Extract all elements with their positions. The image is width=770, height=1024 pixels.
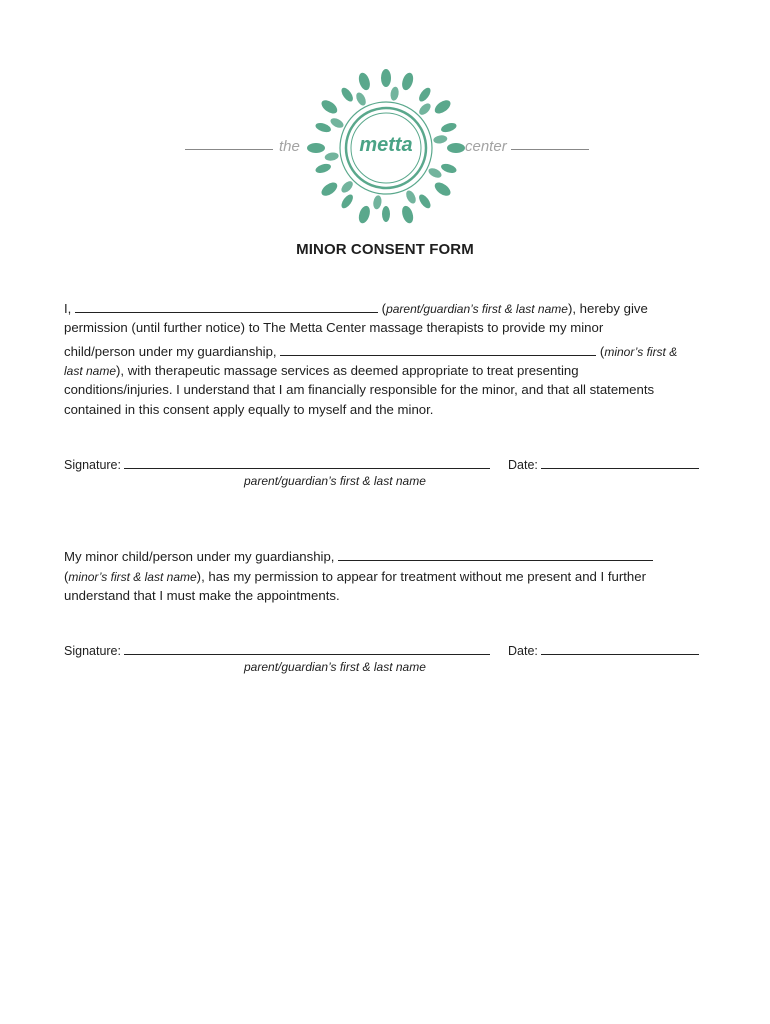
para1-line3-start: child/person under my guardianship, [64, 344, 281, 359]
form-title: MINOR CONSENT FORM [296, 241, 474, 258]
guardian-name-field[interactable] [75, 300, 378, 313]
date-field-2[interactable] [541, 642, 699, 655]
signature-label [64, 456, 490, 472]
logo-text-metta: metta [359, 134, 413, 156]
consent-line-3: child/person under my guardianship, (minor’s first & [64, 344, 678, 359]
date-label-text: Date: [508, 458, 542, 472]
para1-start: I, [64, 301, 75, 316]
permission-line-3: understand that I must make the appointments. [64, 588, 340, 603]
permission-line-2: (minor’s first & last name), has my permission to appear for treatment without me present and I further [64, 569, 646, 584]
minor-name-field-2[interactable] [338, 548, 653, 561]
signature-label-2 [64, 642, 490, 658]
signature-block-2 [64, 642, 704, 682]
minor-name-hint-2: minor’s first & last name [68, 570, 197, 584]
minor-name-hint-a: minor’s first & [604, 345, 678, 359]
para1-line4-rest: ), with therapeutic massage services as deemed appropriate to treat presenting [116, 363, 579, 378]
date-label-2 [508, 642, 699, 658]
para2-line1: My minor child/person under my guardianship, [64, 549, 339, 564]
logo-rule-right [511, 149, 589, 150]
date-field-1[interactable] [541, 456, 699, 469]
signature-field-2[interactable] [124, 642, 490, 655]
consent-line-4 [64, 361, 579, 381]
logo-text-center: center [465, 138, 507, 155]
para2-line2-rest: ), has my permission to appear for treatment without me present and I further [196, 569, 646, 584]
logo-text-the: the [279, 138, 300, 155]
signature-field-1[interactable] [124, 456, 490, 469]
signature-block-1 [64, 456, 704, 496]
consent-line-5: conditions/injuries. I understand that I am financially responsible for the minor, and that all statements [64, 382, 655, 397]
logo-rule-left [185, 149, 273, 150]
date-label [508, 456, 699, 472]
consent-line-6: contained in this consent apply equally to myself and the minor. [64, 402, 434, 417]
consent-line-2: permission (until further notice) to The Metta Center massage therapists to provide my minor [64, 320, 604, 335]
minor-name-hint-b: last name [64, 364, 117, 378]
para1-after-hint: ), hereby give [567, 301, 648, 316]
date-label-text-2: Date: [508, 644, 542, 658]
signature-caption-2: parent/guardian’s first & last name [244, 660, 426, 674]
signature-caption: parent/guardian’s first & last name [244, 474, 426, 488]
permission-line-1 [64, 547, 653, 567]
consent-line-1: I, (parent/guardian’s first & last name), hereby give [64, 301, 648, 316]
signature-label-text-2: Signature: [64, 644, 125, 658]
guardian-name-hint: parent/guardian’s first & last name [386, 302, 568, 316]
minor-name-field[interactable] [280, 343, 596, 356]
signature-label-text: Signature: [64, 458, 125, 472]
